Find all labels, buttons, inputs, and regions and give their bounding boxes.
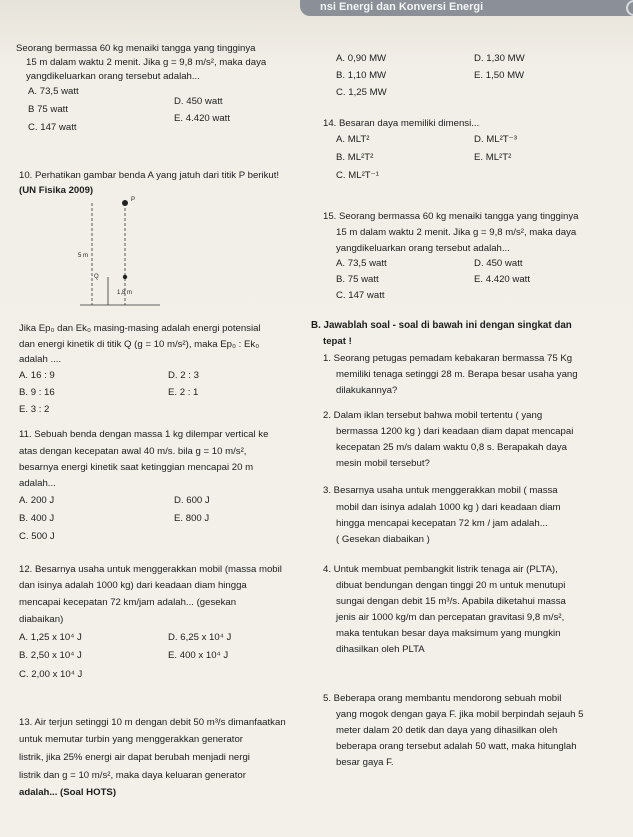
question-11-line-1: 11. Sebuah benda dengan massa 1 kg dilempar vertical ke [19,429,269,440]
question-10-option-c[interactable]: E. 3 : 2 [19,404,50,415]
header-title: nsi Energi dan Konversi Energi [320,1,484,13]
question-15-option-d[interactable]: D. 450 watt [474,258,523,269]
essay-5-line-2: yang mogok dengan gaya F. jika mobil berpindah sejauh 5 [336,709,584,720]
page-header [300,0,633,16]
question-13-option-d[interactable]: D. 1,30 MW [474,53,525,64]
question-9-line-2: 15 m dalam waktu 2 menit. Jika g = 9,8 m/s², maka daya [26,57,267,68]
essay-4-line-2: dibuat bendungan dengan tinggi 20 m untuk menutupi [336,580,566,591]
label-5m: 5 m [78,253,89,259]
question-13-line-4: listrik dan g = 10 m/s², maka daya keluaran generator [19,770,246,781]
question-14-option-e[interactable]: E. ML²T² [474,152,512,163]
question-9-option-e[interactable]: E. 4.420 watt [174,113,230,124]
essay-2-line-2: bermassa 1200 kg ) dari keadaan diam dapat mencapai [336,426,574,437]
question-13-line-2: untuk memutar turbin yang menggerakkan generator [19,734,243,745]
question-15-option-e[interactable]: E. 4.420 watt [474,274,530,285]
question-9-option-a[interactable]: A. 73,5 watt [28,86,79,97]
essay-2-line-1: 2. Dalam iklan tersebut bahwa mobil tertentu ( yang [323,410,543,421]
question-13-line-5: adalah... (Soal HOTS) [19,787,117,798]
question-10-line-2: dan energi kinetik di titik Q (g = 10 m/s²), maka Ep₀ : Ek₀ [19,339,260,350]
essay-5-line-5: besar gaya F. [336,757,394,768]
question-11-line-2: atas dengan kecepatan awal 40 m/s. bila g = 10 m/s², [19,446,247,457]
question-10-line-3: adalah .... [19,354,62,365]
question-15-line-1: 15. Seorang bermassa 60 kg menaiki tangga yang tingginya [323,211,579,222]
essay-1-line-2: memiliki tenaga setinggi 28 m. Berapa besar usaha yang [336,369,578,380]
essay-3-line-1: 3. Besarnya usaha untuk menggerakkan mobil ( massa [323,485,558,496]
question-11-option-e[interactable]: E. 800 J [174,513,210,524]
question-10-option-b[interactable]: B. 9 : 16 [19,387,55,398]
essay-4-line-6: dihasilkan oleh PLTA [336,644,425,655]
question-13-option-e[interactable]: E. 1,50 MW [474,70,525,81]
label-p: P [131,197,136,203]
question-10-line-1: Jika Ep₀ dan Ek₀ masing-masing adalah energi potensial [19,323,261,334]
question-9-option-c[interactable]: C. 147 watt [28,122,77,133]
question-12-option-d[interactable]: D. 6,25 x 10⁴ J [168,632,232,643]
question-12-option-b[interactable]: B. 2,50 x 10⁴ J [19,650,82,661]
question-15-option-a[interactable]: A. 73,5 watt [336,258,387,269]
essay-4-line-3: sungai dengan debit 15 m³/s. Apabila diketahui massa [336,596,566,607]
section-b-title: B. Jawablah soal - soal di bawah ini dengan singkat dan [311,320,572,331]
question-13-line-3: listrik, jika 25% energi air dapat berubah menjadi nergi [19,752,250,763]
essay-3-line-2: mobil dan isinya adalah 1000 kg ) dari keadaan diam [336,502,561,513]
essay-4-line-4: jenis air 1000 kg/m dan percepatan gravitasi 9,8 m/s², [336,612,565,623]
question-15-line-3: yangdikeluarkan orang tersebut adalah... [336,243,510,254]
question-11-option-c[interactable]: C. 500 J [19,531,55,542]
question-11-option-a[interactable]: A. 200 J [19,495,55,506]
question-10-title: 10. Perhatikan gambar benda A yang jatuh dari titik P berikut! [19,170,280,181]
question-9-option-b[interactable]: B 75 watt [28,104,68,115]
essay-2-line-4: mesin mobil tersebut? [336,458,430,469]
essay-1-line-3: dilakukannya? [336,385,398,396]
label-q: Q [94,274,99,280]
essay-1-line-1: 1. Seorang petugas pemadam kebakaran bermassa 75 Kg [323,353,573,364]
question-10-source: (UN Fisika 2009) [19,185,94,196]
essay-3-line-3: hingga mencapai kecepatan 72 km / jam adalah... [336,518,548,529]
header-circle-icon [626,0,633,16]
essay-5-line-3: meter dalam 20 detik dan daya yang dihasilkan oleh [336,725,558,736]
question-14-option-a[interactable]: A. MLT² [336,134,370,145]
label-1-8m: 1,8 m [117,290,133,296]
question-10-option-a[interactable]: A. 16 : 9 [19,370,55,381]
question-15-line-2: 15 m dalam waktu 2 menit. Jika g = 9,8 m/s², maka daya [336,227,577,238]
question-9-option-d[interactable]: D. 450 watt [174,96,223,107]
point-q-ball [123,275,127,279]
point-p-ball [122,200,128,206]
essay-3-line-4: ( Gesekan diabaikan ) [336,534,430,545]
question-12-line-3: mencapai kecepatan 72 km/jam adalah... (gesekan [19,597,237,608]
essay-2-line-3: kecepatan 25 m/s dalam waktu 0,8 s. Berapakah daya [336,442,567,453]
essay-5-line-4: beberapa orang tersebut adalah 50 watt, maka hitunglah [336,741,577,752]
question-12-line-2: dan isinya adalah 1000 kg) dari keadaan diam hingga [19,580,247,591]
question-14-option-b[interactable]: B. ML²T² [336,152,374,163]
question-13-line-1: 13. Air terjun setinggi 10 m dengan debit 50 m³/s dimanfaatkan [19,717,286,728]
question-11-option-b[interactable]: B. 400 J [19,513,55,524]
question-9-line-3: yangdikeluarkan orang tersebut adalah... [26,71,200,82]
question-11-line-4: adalah... [19,478,56,489]
question-14-option-d[interactable]: D. ML²T⁻³ [474,134,517,145]
question-14-text: 14. Besaran daya memiliki dimensi... [323,118,480,129]
section-b-title-line-2: tepat ! [323,336,352,347]
question-12-option-a[interactable]: A. 1,25 x 10⁴ J [19,632,82,643]
question-10-option-e[interactable]: E. 2 : 1 [168,387,199,398]
question-10-option-d[interactable]: D. 2 : 3 [168,370,199,381]
question-15-option-b[interactable]: B. 75 watt [336,274,379,285]
question-12-line-1: 12. Besarnya usaha untuk menggerakkan mobil (massa mobil [19,564,282,575]
question-12-line-4: diabaikan) [19,614,64,625]
question-12-option-e[interactable]: E. 400 x 10⁴ J [168,650,229,661]
question-11-option-d[interactable]: D. 600 J [174,495,210,506]
question-12-option-c[interactable]: C. 2,00 x 10⁴ J [19,669,83,680]
essay-5-line-1: 5. Beberapa orang membantu mendorong sebuah mobil [323,693,562,704]
question-15-option-c[interactable]: C. 147 watt [336,290,385,301]
essay-4-line-5: maka tentukan besar daya maksimum yang mungkin [336,628,561,639]
question-9-line-1: Seorang bermassa 60 kg menaiki tangga yang tingginya [16,43,256,54]
question-13-option-c[interactable]: C. 1,25 MW [336,87,387,98]
question-13-option-b[interactable]: B. 1,10 MW [336,70,387,81]
question-11-line-3: besarnya energi kinetik saat ketinggian mencapai 20 m [19,462,254,473]
question-13-option-a[interactable]: A. 0,90 MW [336,53,387,64]
essay-4-line-1: 4. Untuk membuat pembangkit listrik tenaga air (PLTA), [323,564,558,575]
question-14-option-c[interactable]: C. ML²T⁻¹ [336,170,379,181]
